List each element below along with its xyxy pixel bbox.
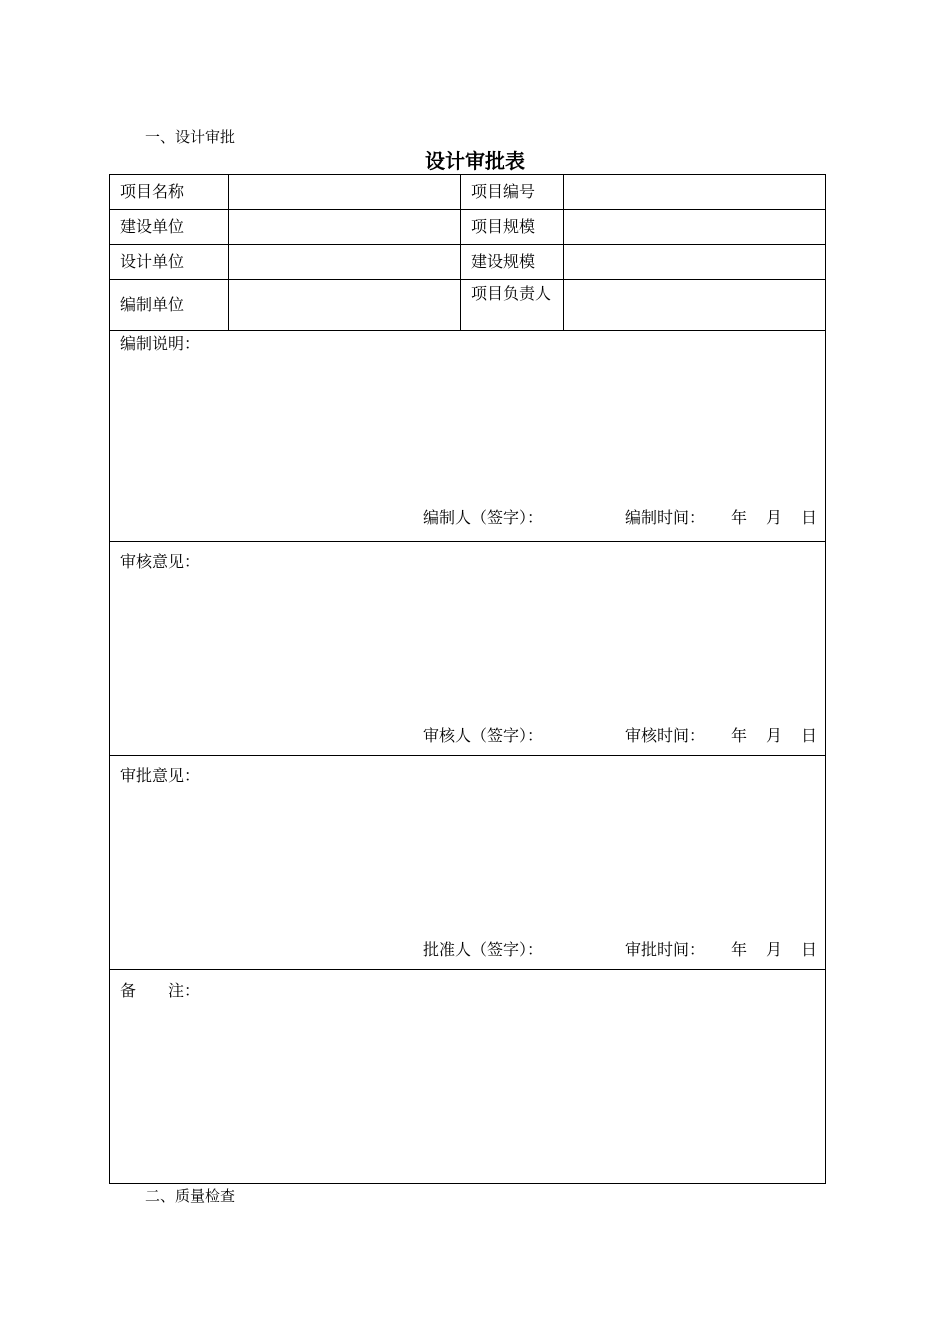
approval-time-label: 审批时间： — [625, 940, 706, 959]
approval-day-label: 日 — [801, 940, 818, 959]
field-project-leader[interactable] — [564, 280, 826, 330]
field-build-scale[interactable] — [564, 245, 826, 279]
review-month-label: 月 — [766, 726, 783, 745]
row-divider — [110, 969, 825, 970]
review-day-label: 日 — [801, 726, 818, 745]
field-project-number[interactable] — [564, 175, 826, 209]
label-review-opinion: 审核意见： — [120, 552, 201, 571]
label-project-leader: 项目负责人 — [471, 284, 552, 303]
review-time-label: 审核时间： — [625, 726, 706, 745]
row-divider — [110, 755, 825, 756]
section-heading-quality-check: 二、质量检查 — [145, 1187, 236, 1205]
label-construction-unit: 建设单位 — [120, 217, 185, 236]
label-build-scale: 建设规模 — [471, 252, 536, 271]
row-divider — [110, 541, 825, 542]
label-compiling-unit: 编制单位 — [120, 295, 185, 314]
label-remarks: 备 注： — [120, 981, 201, 1000]
compile-month-label: 月 — [766, 508, 783, 527]
form-title: 设计审批表 — [425, 149, 525, 173]
compile-day-label: 日 — [801, 508, 818, 527]
field-design-unit[interactable] — [229, 245, 460, 279]
field-construction-unit[interactable] — [229, 210, 460, 244]
section-heading-design-approval: 一、设计审批 — [145, 128, 236, 146]
label-design-unit: 设计单位 — [120, 252, 185, 271]
approval-month-label: 月 — [766, 940, 783, 959]
label-project-number: 项目编号 — [471, 182, 536, 201]
review-year-label: 年 — [731, 726, 748, 745]
approval-year-label: 年 — [731, 940, 748, 959]
compile-time-label: 编制时间： — [625, 508, 706, 527]
reviewer-signature-label: 审核人（签字）： — [423, 726, 544, 745]
compiler-signature-label: 编制人（签字）： — [423, 508, 544, 527]
approval-form-table — [109, 174, 826, 1184]
label-project-name: 项目名称 — [120, 182, 185, 201]
row-divider — [110, 330, 825, 331]
field-compiling-unit[interactable] — [229, 280, 460, 330]
field-project-name[interactable] — [229, 175, 460, 209]
label-approval-opinion: 审批意见： — [120, 766, 201, 785]
label-compile-notes: 编制说明： — [120, 334, 201, 353]
label-project-scale: 项目规模 — [471, 217, 536, 236]
field-project-scale[interactable] — [564, 210, 826, 244]
compile-year-label: 年 — [731, 508, 748, 527]
approver-signature-label: 批准人（签字）： — [423, 940, 544, 959]
